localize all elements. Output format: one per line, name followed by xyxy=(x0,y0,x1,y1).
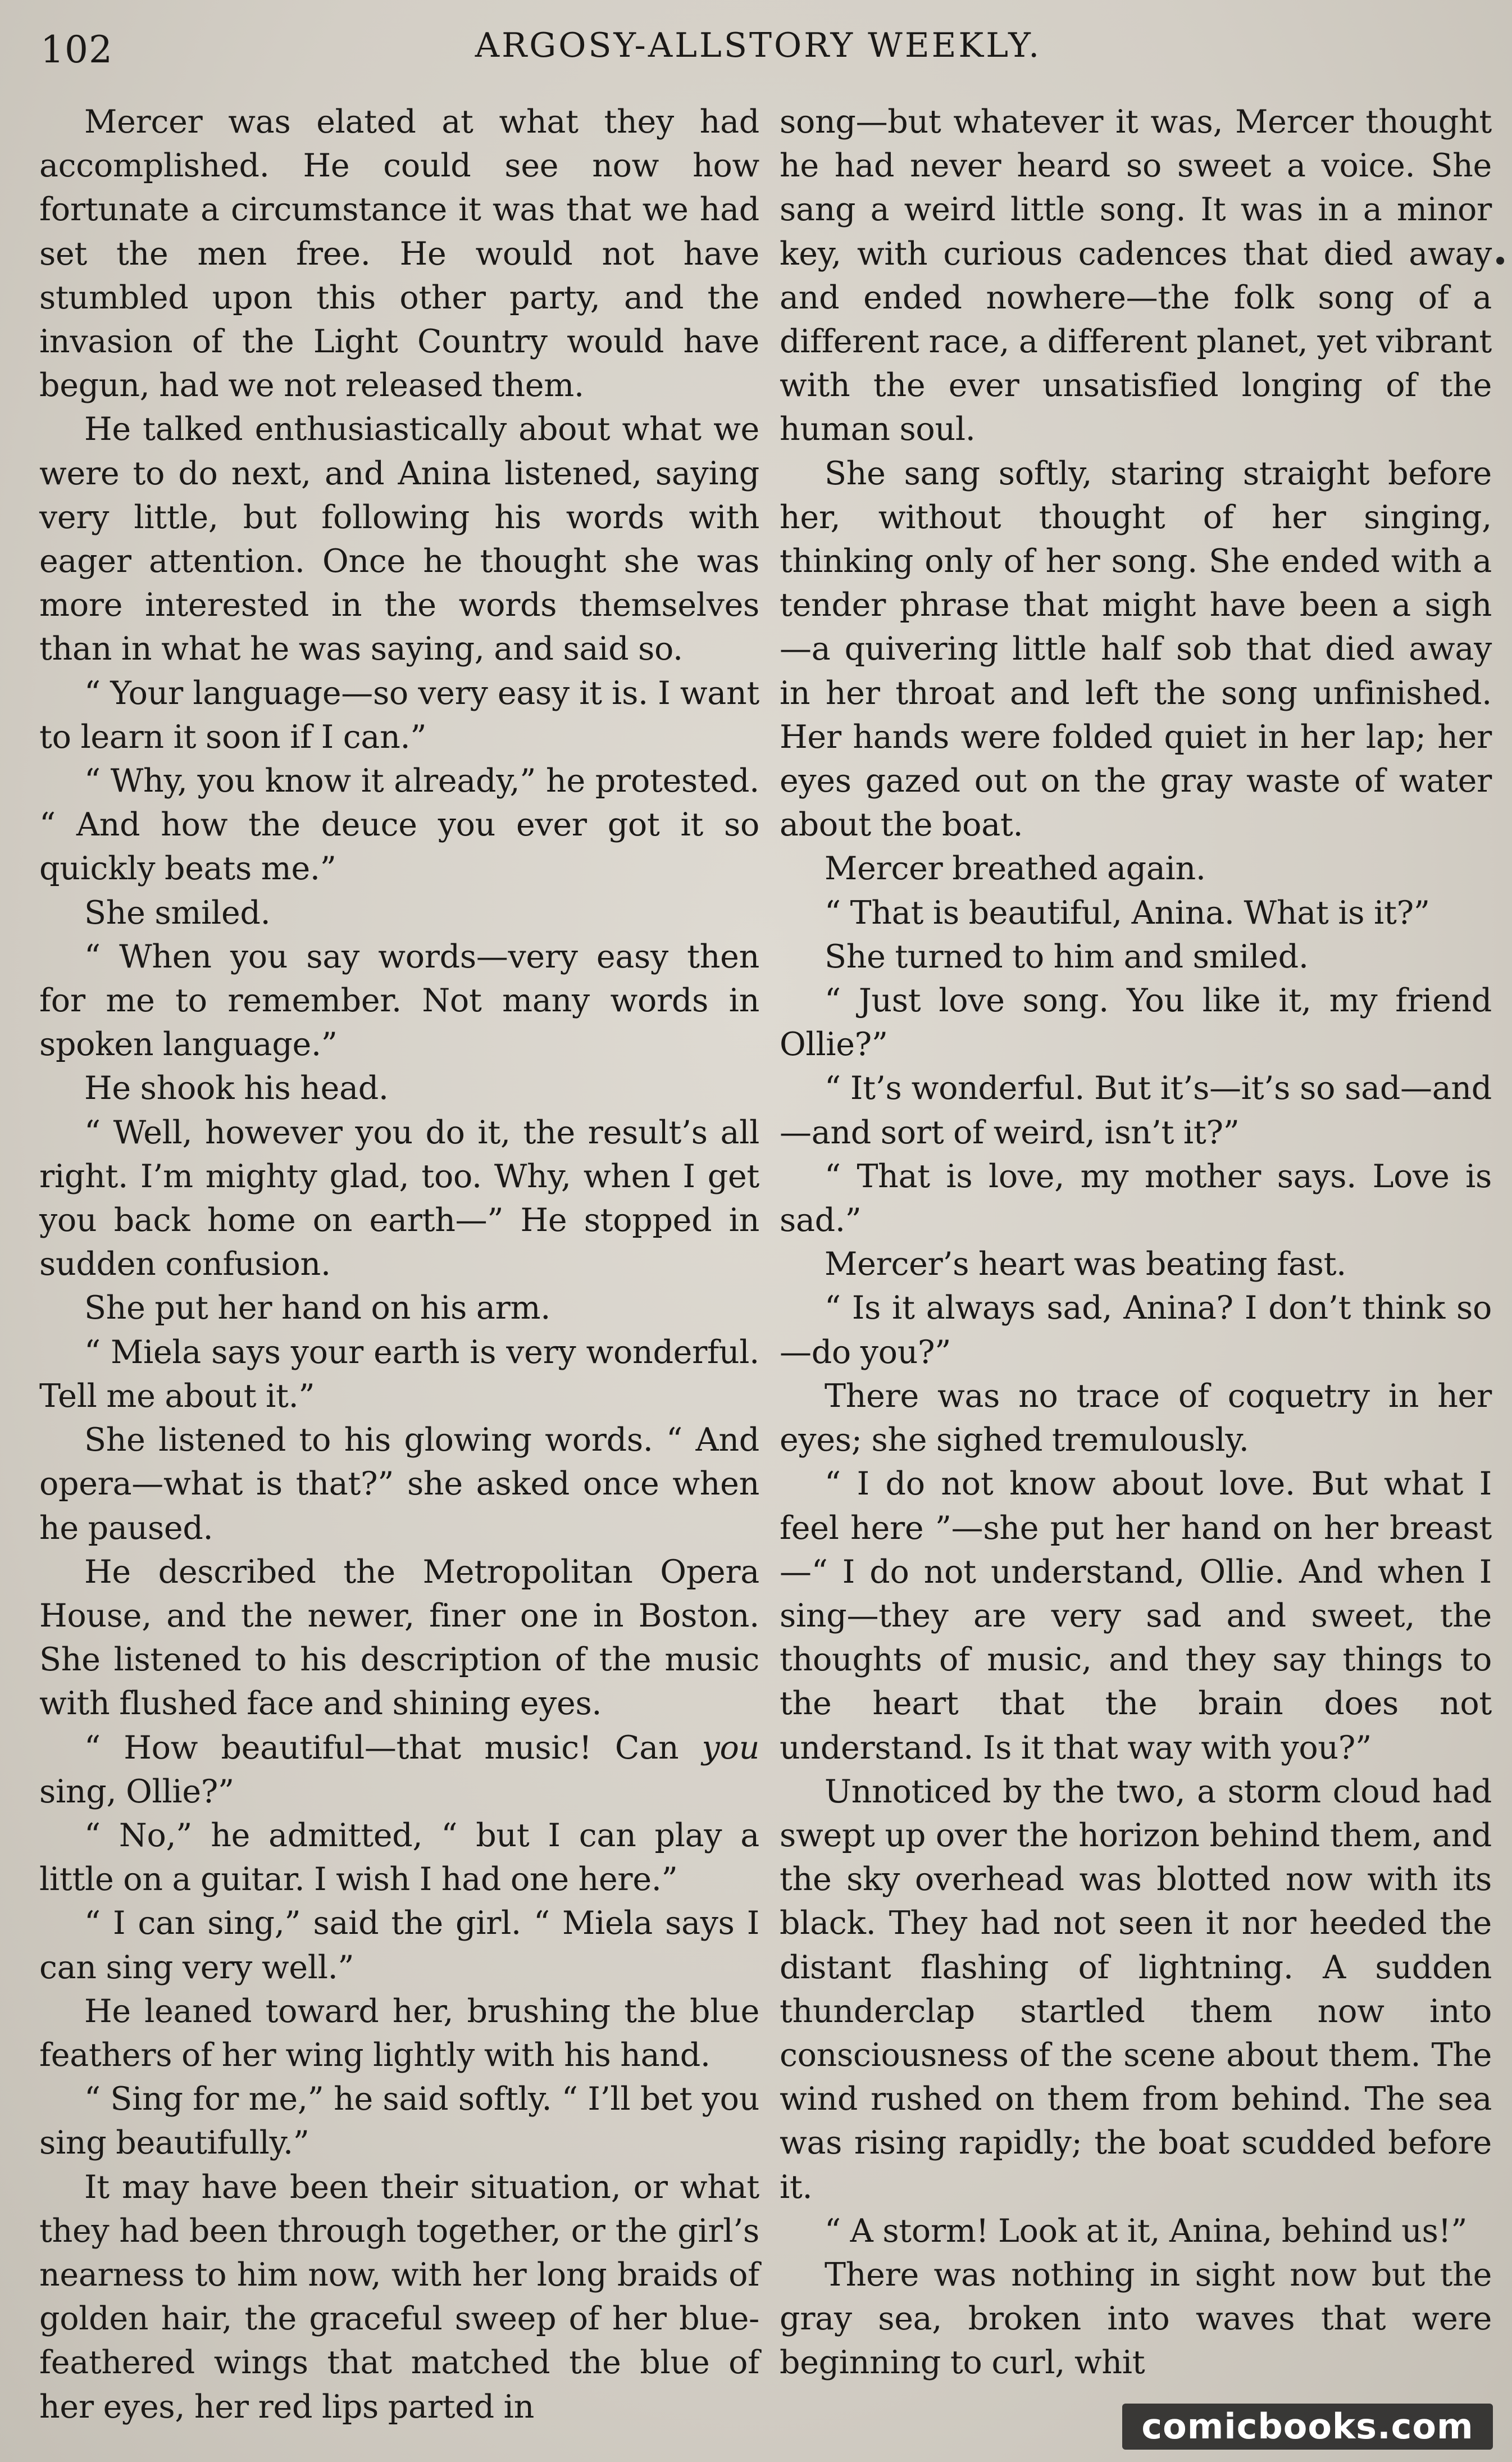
paragraph: “ How beautiful—that music! Can you sing, Ollie?” xyxy=(39,1729,759,1810)
page-header xyxy=(34,24,1483,85)
paragraph: He shook his head. xyxy=(84,1070,389,1107)
paragraph: “ Miela says your earth is very wonderful. Tell me about it.” xyxy=(39,1333,759,1415)
paragraph: “ Why, you know it already,” he protested. “ And how the deuce you ever got it so quickly beats me.” xyxy=(39,762,759,888)
paragraph: There was no trace of coquetry in her eyes; she sighed tremulously. xyxy=(780,1377,1492,1459)
paragraph: “ That is beautiful, Anina. What is it?” xyxy=(825,894,1430,932)
paragraph: “ I do not know about love. But what I feel here ”—she put her hand on her breast—“ I do not understand, Ollie. And when I sing—they are very sad and sweet, the thoughts of music, and they say things to the heart that the brain does not understand. Is it that way with you?” xyxy=(780,1465,1492,1766)
paragraph: “ No,” he admitted, “ but I can play a little on a guitar. I wish I had one here.” xyxy=(39,1816,759,1898)
paragraph: She turned to him and smiled. xyxy=(825,938,1309,975)
paragraph: “ That is love, my mother says. Love is sad.” xyxy=(780,1157,1492,1239)
paragraph: Unnoticed by the two, a storm cloud had swept up over the horizon behind them, and the sky overhead was blotted now with its black. They had not seen it nor heeded the distant flashing of lightning. A sudden thunderclap startled them now into consciousness of the scene about them. The wind rushed on them from behind. The sea was rising rapidly; the boat scudded before it. xyxy=(780,1773,1492,2206)
paragraph: “ I can sing,” said the girl. “ Miela says I can sing very well.” xyxy=(39,1905,759,1986)
paragraph: There was nothing in sight now but the gray sea, broken into waves that were beginning to curl, whit xyxy=(780,2256,1492,2382)
site-watermark: comicbooks.com xyxy=(1122,2404,1493,2450)
page-number: 102 xyxy=(40,28,113,71)
paragraph: “ Sing for me,” he said softly. “ I’ll bet you sing beautifully.” xyxy=(39,2081,759,2162)
paragraph: “ Your language—so very easy it is. I want to learn it soon if I can.” xyxy=(39,674,759,756)
paragraph: He described the Metropolitan Opera House, and the newer, finer one in Boston. She listened to his description of the music with flushed face and shining eyes. xyxy=(39,1553,759,1723)
paragraph: “ A storm! Look at it, Anina, behind us!” xyxy=(825,2212,1468,2250)
paragraph: She sang softly, staring straight before her, without thought of her singing, thinking only of her song. She ended with a tender phrase that might have been a sigh—a quivering little half sob that died away in her throat and left the song unfinished. Her hands were folded quiet in her lap; her eyes gazed out on the gray waste of water about the boat. xyxy=(780,455,1492,844)
margin-dot-mark xyxy=(1496,257,1504,265)
paragraph: Mercer’s heart was beating fast. xyxy=(825,1246,1346,1283)
paragraph: She listened to his glowing words. “ And opera—what is that?” she asked once when he paused. xyxy=(39,1421,759,1547)
paragraph: “ Well, however you do it, the result’s all right. I’m mighty glad, too. Why, when I get you back home on earth—” He stopped in sudden confusion. xyxy=(39,1114,759,1283)
paragraph: He talked enthusiastically about what we were to do next, and Anina listened, saying very little, but following his words with eager attention. Once he thought she was more interested in the words themselves than in what he was saying, and said so. xyxy=(39,411,759,668)
paragraph: “ Is it always sad, Anina? I don’t think so—do you?” xyxy=(780,1289,1492,1371)
paragraph: She put her hand on his arm. xyxy=(84,1289,551,1327)
running-head: ARGOSY-ALLSTORY WEEKLY. xyxy=(475,26,1042,65)
paragraph: “ When you say words—very easy then for me to remember. Not many words in spoken language.” xyxy=(39,938,759,1064)
right-text-column xyxy=(780,100,1492,2385)
paragraph: He leaned toward her, brushing the blue feathers of her wing lightly with his hand. xyxy=(39,1992,759,2074)
paragraph: “ It’s wonderful. But it’s—it’s so sad—and—and sort of weird, isn’t it?” xyxy=(780,1070,1492,1151)
paragraph: She smiled. xyxy=(84,894,271,932)
left-text-column xyxy=(39,100,759,2429)
paragraph: song—but whatever it was, Mercer thought he had never heard so sweet a voice. She sang a weird little song. It was in a minor key, with curious cadences that died away and ended nowhere—the folk song of a different race, a different planet, yet vibrant with the ever unsatisfied longing of the human soul. xyxy=(780,103,1492,448)
paragraph: Mercer was elated at what they had accomplished. He could see now how fortunate a circumstance it was that we had set the men free. He would not have stumbled upon this other party, and the invasion of the Light Country would have begun, had we not released them. xyxy=(39,103,759,405)
paragraph: Mercer breathed again. xyxy=(825,850,1206,888)
paragraph: “ Just love song. You like it, my friend Ollie?” xyxy=(780,982,1492,1064)
paragraph: It may have been their situation, or what they had been through together, or the girl’s nearness to him now, with her long braids of golden hair, the graceful sweep of her blue-feathered wings that matched the blue of her eyes, her red lips parted in xyxy=(39,2168,759,2425)
